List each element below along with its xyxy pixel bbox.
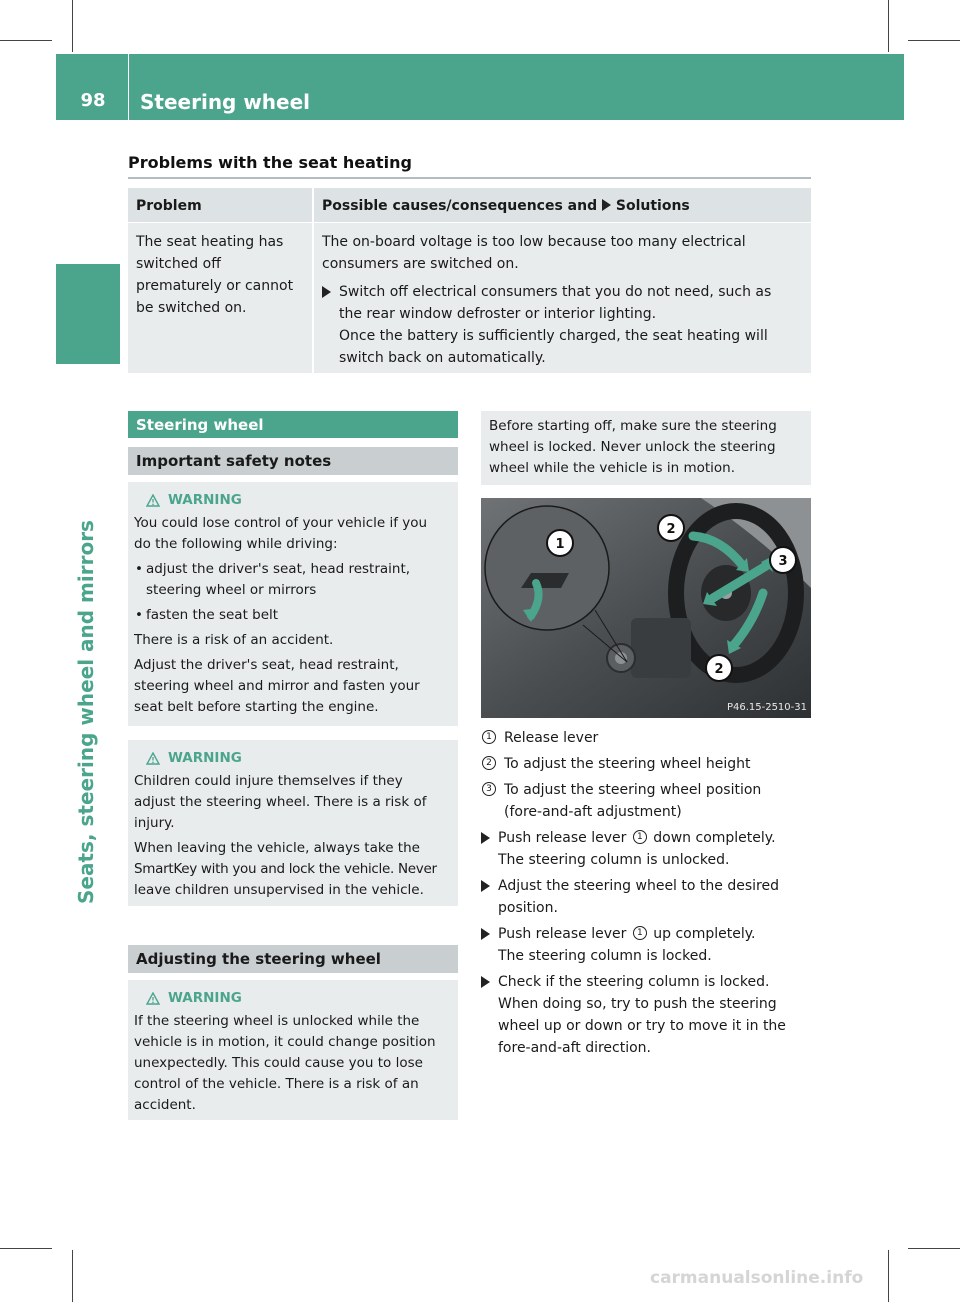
heading-adjusting: Adjusting the steering wheel: [128, 945, 458, 973]
crop-mark: [888, 1250, 889, 1302]
svg-text:1: 1: [555, 537, 565, 552]
legend-item: 2 To adjust the steering wheel height: [481, 753, 811, 775]
table-cell-solution: The on-board voltage is too low because too many electrical consumers are switched on. Switch off electrical consumers that you do not need, such as the rear window defroster or interior lighting. Once the battery is sufficiently charged, the seat heating will switch back on automatically.: [322, 231, 807, 369]
instruction-step: Push release lever 1 up completely. The steering column is locked.: [481, 923, 811, 967]
warning-box-children: [128, 740, 458, 906]
table-header: [128, 188, 811, 222]
header-title: Steering wheel: [140, 90, 311, 114]
warning-title: WARNING: [134, 748, 450, 769]
warning-triangle-icon: [146, 752, 160, 765]
heading-steering-wheel: Steering wheel: [128, 411, 458, 438]
crop-mark: [0, 1248, 52, 1249]
warning-text: You could lose control of your vehicle if you do the following while driving:: [134, 515, 428, 552]
page-header: [56, 54, 904, 120]
header-divider: [128, 54, 129, 120]
step-arrow-icon: [602, 199, 611, 211]
callout-2: [658, 515, 684, 541]
warning-title: WARNING: [134, 490, 450, 511]
instruction-step: Adjust the steering wheel to the desired position.: [481, 875, 811, 919]
step-arrow-icon: [322, 286, 331, 298]
detail-inset: [485, 506, 609, 630]
callout-number: 3: [482, 782, 496, 796]
solution-step: Switch off electrical consumers that you do not need, such as the rear window defroster or interior lighting. Once the battery is sufficiently charged, the seat heating will switch back on automatically.: [322, 281, 807, 369]
table-column-divider: [312, 188, 314, 373]
table-cell-problem: The seat heating has switched off prematurely or cannot be switched on.: [136, 234, 294, 316]
section-rule: [128, 177, 811, 179]
crop-mark: [72, 1250, 73, 1302]
legend-item: 3 To adjust the steering wheel position (fore-and-aft adjustment): [481, 779, 811, 823]
instructions: [481, 727, 811, 1063]
step-arrow-icon: [481, 832, 490, 844]
steering-wheel-photo: [481, 498, 811, 718]
warning-box-unlocked: [128, 980, 458, 1120]
warning-triangle-icon: [146, 494, 160, 507]
callout-2-lower: [706, 655, 732, 681]
warning-title: WARNING: [134, 988, 450, 1009]
callout-number: 1: [482, 730, 496, 744]
callout-number: 1: [633, 830, 647, 844]
watermark: carmanualsonline.info: [650, 1268, 864, 1288]
side-tab: [56, 264, 120, 364]
section-title-problems: Problems with the seat heating: [128, 153, 412, 172]
page-number: 98: [80, 90, 106, 111]
crop-mark: [72, 0, 73, 52]
instruction-step: Check if the steering column is locked. When doing so, try to push the steering wheel up or down or try to move it in the fore-and-aft direction.: [481, 971, 811, 1059]
table-header-problem: Problem: [136, 198, 202, 214]
image-code: P46.15-2510-31: [726, 702, 807, 713]
warning-text: Children could injure themselves if they adjust the steering wheel. There is a risk of injury.: [134, 773, 427, 831]
warning-text: When leaving the vehicle, always take the SmartKey with you and lock the vehicle. Never leave children unsupervised in the vehicle.: [134, 840, 437, 898]
crop-mark: [0, 40, 52, 41]
table-header-solutions: Possible causes/consequences and Solutions: [322, 198, 690, 214]
warning-box-control: [128, 482, 458, 726]
instruction-step: Push release lever 1 down completely. The steering column is unlocked.: [481, 827, 811, 871]
warning-triangle-icon: [146, 992, 160, 1005]
svg-text:2: 2: [666, 522, 676, 537]
warning-text: If the steering wheel is unlocked while the vehicle is in motion, it could change position unexpectedly. This could cause you to lose control of the vehicle. There is a risk of an accident.: [134, 1013, 436, 1113]
heading-safety-notes: Important safety notes: [128, 447, 458, 475]
svg-text:2: 2: [714, 662, 724, 677]
column-cover: [631, 618, 691, 678]
callout-number: 1: [633, 926, 647, 940]
step-arrow-icon: [481, 880, 490, 892]
crop-mark: [888, 0, 889, 52]
callout-1: [547, 530, 573, 556]
legend-item: 1 Release lever: [481, 727, 811, 749]
list-item: • adjust the driver's seat, head restraint, steering wheel or mirrors: [134, 559, 450, 601]
warning-risk: There is a risk of an accident.: [134, 632, 334, 648]
crop-mark: [908, 40, 960, 41]
step-arrow-icon: [481, 976, 490, 988]
crop-mark: [908, 1248, 960, 1249]
list-item: • fasten the seat belt: [134, 605, 450, 626]
note-box: Before starting off, make sure the steering wheel is locked. Never unlock the steering wheel while the vehicle is in motion.: [481, 411, 811, 485]
callout-3: [770, 547, 796, 573]
step-arrow-icon: [481, 928, 490, 940]
callout-number: 2: [482, 756, 496, 770]
warning-instruction: Adjust the driver's seat, head restraint, steering wheel and mirror and fasten your seat belt before starting the engine.: [134, 657, 420, 715]
svg-text:3: 3: [778, 554, 788, 569]
table-row: [128, 223, 811, 373]
